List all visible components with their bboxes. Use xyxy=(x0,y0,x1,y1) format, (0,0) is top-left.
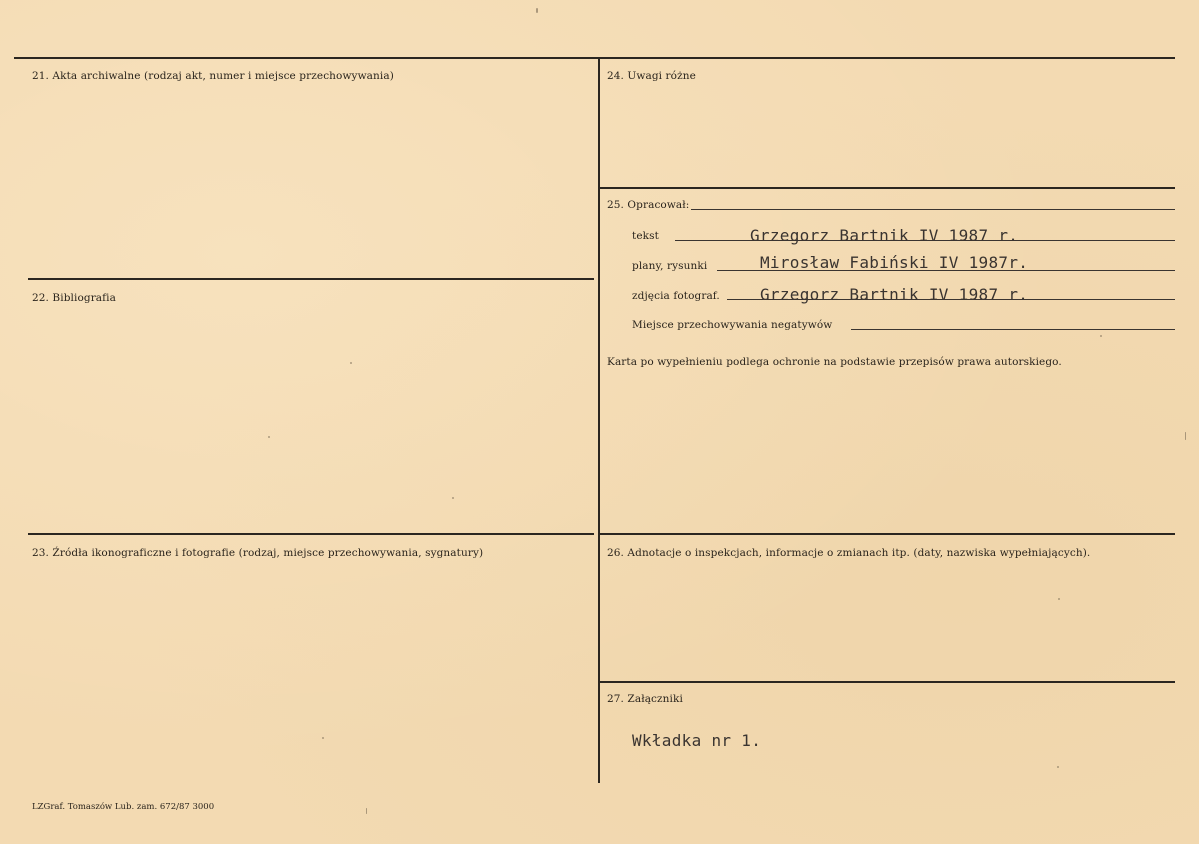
right-rule-3 xyxy=(600,681,1175,683)
section-27-value: Wkładka nr 1. xyxy=(632,731,762,750)
row-negatywy-underline xyxy=(851,329,1175,330)
section-24-label: 24. Uwagi różne xyxy=(607,70,696,82)
right-rule-1 xyxy=(600,187,1175,189)
paper-speck xyxy=(1058,598,1060,600)
printer-imprint: LZGraf. Tomaszów Lub. zam. 672/87 3000 xyxy=(32,802,215,812)
paper-speck xyxy=(1100,335,1102,337)
right-rule-2 xyxy=(600,533,1175,535)
center-divider xyxy=(598,58,600,783)
left-rule-2 xyxy=(28,533,594,535)
top-rule xyxy=(14,57,1175,59)
row-tekst-value: Grzegorz Bartnik IV 1987 r. xyxy=(750,226,1019,245)
row-tekst-label: tekst xyxy=(632,230,659,242)
row-plany-label: plany, rysunki xyxy=(632,260,708,272)
copyright-notice: Karta po wypełnieniu podlega ochronie na podstawie przepisów prawa autorskiego. xyxy=(607,356,1062,368)
opracowal-underline xyxy=(691,209,1175,210)
section-23-label: 23. Źródła ikonograficzne i fotografie (rodzaj, miejsce przechowywania, sygnatury) xyxy=(32,547,484,559)
paper-speck xyxy=(1185,432,1186,440)
paper-speck xyxy=(322,737,324,739)
row-negatywy-label: Miejsce przechowywania negatywów xyxy=(632,319,833,331)
left-rule-1 xyxy=(28,278,594,280)
paper-speck xyxy=(536,8,538,13)
row-zdjecia-value: Grzegorz Bartnik IV 1987 r. xyxy=(760,285,1029,304)
section-26-label: 26. Adnotacje o inspekcjach, informacje o zmianach itp. (daty, nazwiska wypełniających). xyxy=(607,547,1091,559)
section-25-label: 25. Opracował: xyxy=(607,199,690,211)
section-21-label: 21. Akta archiwalne (rodzaj akt, numer i miejsce przechowywania) xyxy=(32,70,394,82)
section-22-label: 22. Bibliografia xyxy=(32,292,116,304)
paper-speck xyxy=(1057,766,1059,768)
paper-speck xyxy=(366,808,367,814)
paper-speck xyxy=(350,362,352,364)
row-zdjecia-label: zdjęcia fotograf. xyxy=(632,290,720,302)
paper-speck xyxy=(452,497,454,499)
row-plany-value: Mirosław Fabiński IV 1987r. xyxy=(760,253,1029,272)
section-27-label: 27. Załączniki xyxy=(607,693,683,705)
paper-speck xyxy=(268,436,270,438)
